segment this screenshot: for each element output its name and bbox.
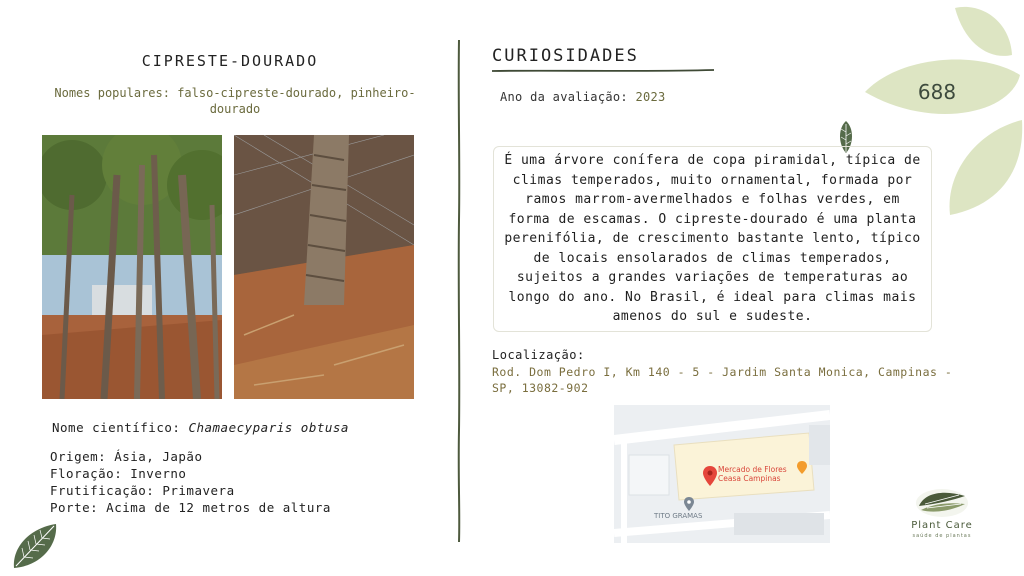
title-underline <box>492 68 714 74</box>
year-value: 2023 <box>635 90 666 104</box>
map-pin-orange-icon <box>797 461 807 474</box>
fact-flowering: Floração: Inverno <box>50 466 187 481</box>
location-map[interactable] <box>614 405 830 543</box>
scientific-label: Nome científico: <box>52 420 189 435</box>
fact-fruiting: Frutificação: Primavera <box>50 483 235 498</box>
tree-grove-photo <box>42 135 222 399</box>
brand-name: Plant Care <box>911 520 973 531</box>
scientific-value: Chamaecyparis obtusa <box>188 420 349 435</box>
brand-tagline: saúde de plantas <box>912 533 972 539</box>
map-pin-red-icon <box>703 466 717 486</box>
location-address: Rod. Dom Pedro I, Km 140 - 5 - Jardim Santa Monica, Campinas - SP, 13082-902 <box>492 365 953 395</box>
plant-name-title: CIPRESTE-DOURADO <box>141 52 319 70</box>
fact-size: Porte: Acima de 12 metros de altura <box>50 500 331 515</box>
evaluation-year <box>500 90 666 104</box>
location-label: Localização: <box>492 348 585 362</box>
year-label: Ano da avaliação: <box>500 90 636 104</box>
popular-names: Nomes populares: falso-cipreste-dourado, pinheiro-dourado <box>54 86 416 116</box>
corner-leaf-icon <box>10 522 60 570</box>
map-secondary-label: TITO GRAMAS <box>654 512 703 520</box>
plant-care-logo <box>915 488 969 518</box>
description-box: É uma árvore conífera de copa piramidal, típica de climas temperados, muito ornamental, formada por ramos marrom-avermelhados e folhas verdes, em forma de escamas. O cipreste-dourado é uma planta perenifólia, de crescimento bastante lento, típico de locais ensolarados de climas temperados, sujeitos a grandes variações de temperaturas ao longo do ano. No Brasil, é ideal para climas mais amenos do sul e sudeste. <box>493 146 932 332</box>
fact-origin: Origem: Ásia, Japão <box>50 449 203 464</box>
plant-facts <box>50 448 331 516</box>
plant-number-badge: 688 <box>917 80 957 104</box>
curiosidades-title: CURIOSIDADES <box>492 46 639 66</box>
map-pin-grey-icon <box>684 497 694 511</box>
column-divider <box>456 40 462 542</box>
map-place-label: Mercado de Flores Ceasa Campinas <box>718 465 787 483</box>
scientific-name <box>52 420 349 435</box>
trunk-closeup-photo <box>234 135 414 399</box>
